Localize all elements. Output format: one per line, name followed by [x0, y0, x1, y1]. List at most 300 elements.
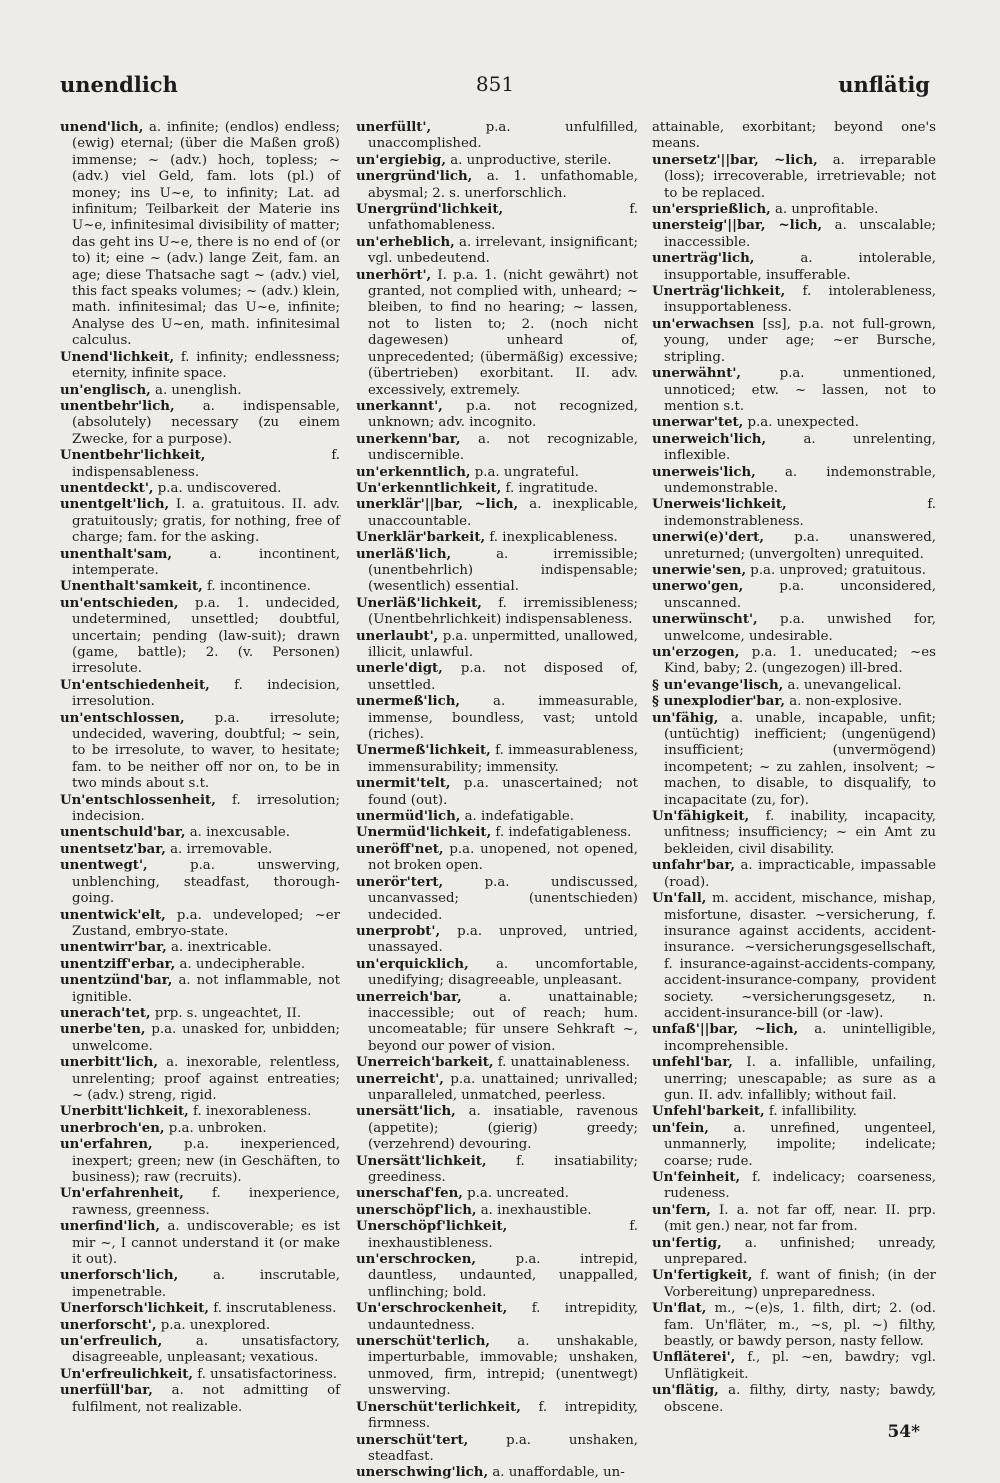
- dictionary-entry: [652, 1022, 936, 1055]
- entry-headword: unfaß'||bar, ~lich,: [652, 1022, 799, 1038]
- entry-headword: Unermeß'lichkeit,: [356, 743, 491, 759]
- entry-headword: Unenthalt'samkeit,: [60, 579, 203, 595]
- entry-definition: a. unevangelical.: [783, 677, 902, 693]
- entry-definition: f. unsatisfactoriness.: [193, 1366, 338, 1382]
- entry-definition: p.a. unpermitted, unallowed, illicit, unlawful.: [368, 628, 638, 660]
- entry-headword: unermeß'lich,: [356, 694, 460, 710]
- dictionary-entry: [652, 645, 936, 678]
- entry-headword: Unerweis'lichkeit,: [652, 497, 787, 513]
- entry-definition: p.a. 1. uneducated; ~es Kind, baby; 2. (ungezogen) ill-bred.: [664, 645, 936, 677]
- dictionary-entry: [60, 547, 340, 580]
- entry-headword: unerträg'lich,: [652, 251, 755, 267]
- entry-headword: un'erkenntlich,: [356, 464, 471, 480]
- entry-headword: unerwar'tet,: [652, 415, 744, 431]
- entry-headword: unfehl'bar,: [652, 1055, 733, 1071]
- entry-headword: un'erheblich,: [356, 234, 455, 250]
- dictionary-entry: [356, 1301, 638, 1334]
- entry-headword: unersetz'||bar, ~lich,: [652, 152, 818, 168]
- entry-definition: p.a. unconsidered, unscanned.: [664, 579, 936, 611]
- entry-definition: p.a. not disposed of, unsettled.: [368, 661, 638, 693]
- entry-definition: p.a. unswerving, unblenching, steadfast, thorough-going.: [72, 858, 340, 907]
- column-1: [60, 120, 340, 1430]
- entry-definition: p.a. ungrateful.: [470, 464, 579, 480]
- entry-definition: p.a. unasked for, unbidden; unwelcome.: [72, 1022, 340, 1054]
- dictionary-entry: [652, 202, 936, 218]
- dictionary-entry: [652, 678, 936, 694]
- dictionary-entry: [60, 1219, 340, 1268]
- entry-headword: Unergründ'lichkeit,: [356, 202, 504, 218]
- dictionary-entry: [60, 825, 340, 841]
- entry-definition: a. inexhaustible.: [476, 1202, 592, 1218]
- dictionary-entry: [356, 1154, 638, 1187]
- entry-headword: unermüd'lich,: [356, 809, 461, 825]
- entry-definition: m., ~(e)s, 1. filth, dirt; 2. (od. fam. Un'fläter, m., ~s, pl. ~) filthy, beastly, or bawdy person, nasty fellow.: [664, 1301, 936, 1350]
- entry-definition: f. inexhaustibleness.: [368, 1219, 638, 1251]
- entry-headword: unentwick'elt,: [60, 907, 166, 923]
- entry-definition: f. indemonstrableness.: [664, 497, 936, 529]
- dictionary-entry: [356, 1252, 638, 1301]
- dictionary-entry: [356, 957, 638, 990]
- entry-headword: un'entschlossen,: [60, 710, 185, 726]
- entry-headword: unerhört',: [356, 267, 432, 283]
- entry-definition: a. unprofitable.: [770, 202, 879, 218]
- dictionary-entry: [652, 694, 936, 710]
- dictionary-entry: [356, 842, 638, 875]
- signature-mark: 54*: [887, 1422, 920, 1442]
- entry-definition: p.a. unanswered, unreturned; (unvergolten) unrequited.: [664, 530, 936, 562]
- entry-headword: Un'fähigkeit,: [652, 809, 750, 825]
- entry-definition: f. intolerableness, insupportableness.: [664, 284, 936, 316]
- dictionary-entry: [356, 809, 638, 825]
- dictionary-entry: [60, 1334, 340, 1367]
- dictionary-entry: [652, 530, 936, 563]
- entry-definition: a. unshakable, imperturbable, immovable; unshaken, unmoved, firm, intrepid; (unentwegt) unswerving.: [368, 1334, 638, 1399]
- dictionary-entry: [60, 842, 340, 858]
- entry-definition: p.a. unopened, not opened, not broken open.: [368, 841, 638, 874]
- dictionary-entry: [60, 1367, 340, 1383]
- entry-definition: a. unaffordable, un-: [488, 1465, 625, 1481]
- entry-headword: un'fern,: [652, 1202, 711, 1218]
- entry-headword: Unfehl'barkeit,: [652, 1104, 765, 1120]
- dictionary-entry: [60, 1104, 340, 1120]
- entry-headword: un'ersprießlich,: [652, 202, 771, 218]
- dictionary-entry: [356, 465, 638, 481]
- entry-headword: unerle'digt,: [356, 661, 443, 677]
- entry-definition: f. inability, incapacity, unfitness; insufficiency; ~ ein Amt zu bekleiden, civil disability.: [664, 809, 936, 857]
- dictionary-entry: [652, 1203, 936, 1236]
- dictionary-entry: [60, 497, 340, 546]
- dictionary-entry: [356, 596, 638, 629]
- entry-headword: un'erwachsen: [652, 316, 755, 332]
- dictionary-entry: [652, 809, 936, 858]
- dictionary-entry: [652, 1350, 936, 1383]
- dictionary-entry: [60, 596, 340, 678]
- column-3: [652, 120, 936, 1430]
- dictionary-entry: [652, 858, 936, 891]
- dictionary-entry: [652, 891, 936, 1022]
- dictionary-entry: [652, 1268, 936, 1301]
- entry-headword: unerschüt'terlich,: [356, 1334, 491, 1350]
- entry-definition: a. inextricable.: [166, 940, 272, 956]
- dictionary-entry: [652, 1104, 936, 1120]
- dictionary-entry: [60, 1301, 340, 1317]
- entry-definition: a. uncomfortable, unedifying; disagreeable, unpleasant.: [368, 956, 638, 989]
- entry-headword: unerklär'||bar, ~lich,: [356, 497, 519, 513]
- dictionary-entry: [652, 579, 936, 612]
- dictionary-entry: [356, 1433, 638, 1466]
- dictionary-entry: [60, 793, 340, 826]
- dictionary-entry: [652, 465, 936, 498]
- entry-definition: f. unfathomableness.: [368, 202, 638, 234]
- entry-headword: unerwi(e)'dert,: [652, 530, 764, 546]
- entry-definition: a. inexorable, relentless, unrelenting; proof against entreaties; ~ (adv.) streng, rigid.: [72, 1055, 340, 1103]
- dictionary-entry: [652, 153, 936, 202]
- entry-definition: f. intrepidity, firmness.: [368, 1399, 638, 1432]
- entry-headword: unerreich'bar,: [356, 989, 462, 1005]
- entry-definition: p.a. irresolute; undecided, wavering, doubtful; ~ sein, to be irresolute, to waver, to hesitate; fam. to be neither off nor on, to be in two minds about s.t.: [72, 710, 340, 792]
- dictionary-entry: [356, 202, 638, 235]
- entry-headword: unfahr'bar,: [652, 858, 735, 874]
- entry-definition: a. 1. unfathomable, abysmal; 2. s. unerforschlich.: [368, 169, 638, 201]
- entry-definition: a. insatiable, ravenous (appetite); (gierig) greedy; (verzehrend) devouring.: [368, 1104, 638, 1153]
- entry-headword: unerach'tet,: [60, 1005, 151, 1021]
- entry-definition: attainable, exorbitant; beyond one's means.: [652, 120, 936, 152]
- entry-definition: p.a. unshaken, steadfast.: [368, 1432, 638, 1464]
- entry-definition: p.a. unmentioned, unnoticed; etw. ~ lassen, not to mention s.t.: [664, 366, 936, 414]
- entry-headword: Unerläß'lichkeit,: [356, 595, 482, 611]
- dictionary-entry: [60, 908, 340, 941]
- entry-headword: unermit'telt,: [356, 776, 451, 792]
- dictionary-entry: [356, 120, 638, 153]
- entry-definition: a. unrelenting, inflexible.: [664, 431, 936, 464]
- dictionary-entry: [652, 1170, 936, 1203]
- dictionary-entry: [60, 973, 340, 1006]
- entry-headword: unersätt'lich,: [356, 1104, 456, 1120]
- entry-headword: unergründ'lich,: [356, 169, 473, 185]
- dictionary-entry: [652, 1301, 936, 1350]
- entry-definition: a. incontinent, intemperate.: [72, 546, 340, 578]
- dictionary-entry: [652, 1055, 936, 1104]
- dictionary-entry: [652, 284, 936, 317]
- entry-definition: a. unattainable; inaccessible; out of reach; hum. uncomeatable; für unsere Sehkraft ~, beyond our power of vision.: [368, 989, 638, 1054]
- entry-definition: a. inscrutable, impenetrable.: [72, 1268, 340, 1300]
- entry-definition: p.a. unexpected.: [743, 415, 859, 431]
- entry-headword: un'erquicklich,: [356, 956, 469, 972]
- entry-definition: p.a. unproved, untried, unassayed.: [368, 923, 638, 956]
- entry-headword: unerschöpf'lich,: [356, 1202, 477, 1218]
- entry-definition: a. not admitting of fulfilment, not realizable.: [72, 1383, 340, 1415]
- entry-definition: f. inexperience, rawness, greenness.: [72, 1186, 340, 1218]
- entry-definition: f. inexplicableness.: [485, 530, 618, 546]
- dictionary-entry: [356, 661, 638, 694]
- dictionary-entry: [60, 448, 340, 481]
- dictionary-entry: [356, 481, 638, 497]
- entry-headword: unenthalt'sam,: [60, 546, 172, 562]
- dictionary-entry: [652, 497, 936, 530]
- dictionary-entry: [60, 1022, 340, 1055]
- dictionary-entry: [60, 678, 340, 711]
- entry-headword: un'erzogen,: [652, 645, 740, 660]
- column-2: [356, 120, 639, 1481]
- dictionary-entry: [60, 940, 340, 956]
- entry-headword: unerweis'lich,: [652, 464, 756, 480]
- dictionary-entry: [60, 383, 340, 399]
- entry-headword: unentschuld'bar,: [60, 825, 186, 841]
- entry-definition: I. a. gratuitous. II. adv. gratuitously; gratis, for nothing, free of charge; fam. for the asking.: [72, 497, 340, 546]
- dictionary-entry: [356, 497, 638, 530]
- entry-definition: a. undecipherable.: [175, 956, 306, 972]
- entry-definition: f. irremissibleness; (Unentbehrlichkeit) indispensableness.: [368, 595, 638, 628]
- entry-definition: a. inexcusable.: [185, 825, 290, 841]
- entry-definition: f. indecision, irresolution.: [72, 677, 340, 710]
- dictionary-entry: [60, 1006, 340, 1022]
- dictionary-entry: [356, 1072, 638, 1105]
- entry-headword: unerör'tert,: [356, 874, 444, 890]
- entry-headword: unerwähnt',: [652, 366, 742, 382]
- dictionary-entry: [356, 399, 638, 432]
- entry-headword: unerwie'sen,: [652, 562, 747, 578]
- dictionary-entry: [652, 1236, 936, 1269]
- dictionary-entry: [60, 858, 340, 907]
- entry-definition: f. indefatigableness.: [491, 825, 632, 841]
- entry-headword: Unerträg'lichkeit,: [652, 284, 786, 300]
- entry-headword: un'erfahren,: [60, 1137, 153, 1153]
- entry-headword: uneröff'net,: [356, 841, 444, 857]
- entry-headword: unerprobt',: [356, 923, 441, 939]
- dictionary-entry: [356, 1334, 638, 1400]
- entry-headword: Unend'lichkeit,: [60, 349, 175, 365]
- dictionary-entry: [356, 1203, 638, 1219]
- entry-definition: f., pl. ~en, bawdry; vgl. Unflätigkeit.: [664, 1350, 936, 1382]
- entry-headword: Un'feinheit,: [652, 1170, 741, 1185]
- entry-headword: Unersätt'lichkeit,: [356, 1153, 487, 1169]
- entry-definition: a. inexplicable, unaccountable.: [368, 497, 638, 529]
- dictionary-entry: [60, 957, 340, 973]
- entry-definition: a. indemonstrable, undemonstrable.: [664, 464, 936, 496]
- entry-headword: un'erschrocken,: [356, 1252, 477, 1268]
- entry-headword: Unerschüt'terlichkeit,: [356, 1399, 521, 1415]
- entry-definition: f. insatiability; greediness.: [368, 1153, 638, 1185]
- dictionary-entry: [356, 694, 638, 743]
- entry-headword: Unentbehr'lichkeit,: [60, 448, 206, 464]
- dictionary-entry: [356, 1400, 638, 1433]
- entry-definition: a. not recognizable, undiscernible.: [368, 431, 638, 464]
- dictionary-entry: [60, 1055, 340, 1104]
- entry-headword: unerschüt'tert,: [356, 1432, 469, 1448]
- dictionary-entry: [356, 153, 638, 169]
- entry-headword: Unerklär'barkeit,: [356, 530, 486, 546]
- entry-headword: un'englisch,: [60, 382, 151, 398]
- dictionary-entry: [356, 776, 638, 809]
- dictionary-entry: [60, 1186, 340, 1219]
- entry-headword: Unfläterei',: [652, 1350, 736, 1366]
- entry-definition: p.a. unwished for, unwelcome, undesirable.: [664, 612, 936, 644]
- entry-definition: p.a. unascertained; not found (out).: [368, 776, 638, 808]
- dictionary-entry: [356, 990, 638, 1056]
- entry-headword: Unerbitt'lichkeit,: [60, 1104, 189, 1120]
- entry-headword: Un'entschiedenheit,: [60, 677, 210, 693]
- entry-definition: p.a. unbroken.: [164, 1120, 267, 1136]
- entry-definition: a. not inflammable, not ignitible.: [72, 973, 340, 1005]
- entry-headword: unerläß'lich,: [356, 546, 452, 562]
- entry-headword: § un'evange'lisch,: [652, 677, 784, 693]
- entry-headword: unerfüllt',: [356, 120, 432, 135]
- entry-definition: a. unproductive, sterile.: [445, 152, 612, 168]
- dictionary-entry: [652, 432, 936, 465]
- entry-headword: unersteig'||bar, ~lich,: [652, 218, 823, 234]
- entry-definition: p.a. undiscovered.: [153, 480, 282, 496]
- dictionary-entry: [60, 1383, 340, 1416]
- entry-definition: a. unfinished; unready, unprepared.: [664, 1235, 936, 1268]
- entry-definition: f. immeasurableness, immensurability; immensity.: [368, 743, 638, 775]
- dictionary-entry: [652, 563, 936, 579]
- dictionary-entry: [356, 875, 638, 924]
- dictionary-entry: [60, 1318, 340, 1334]
- entry-definition: a. undiscoverable; es ist mir ~, I cannot understand it (or make it out).: [72, 1219, 340, 1268]
- entry-definition: f. ingratitude.: [501, 480, 599, 496]
- entry-headword: unerschaf'fen,: [356, 1186, 463, 1202]
- entry-definition: a. infinite; (endlos) endless; (ewig) eternal; (über die Maßen groß) immense; ~ (adv.) hoch, topless; ~ (adv.) viel Geld, fam. lots (pl.) of money; ins U~e, to infinity; Lat. ad infinitum; Teilbarkeit der Materie ins U~e, infinitesimal divisibility of matter; das geht ins U~e, there is no end of (or to) it; eine ~ (adv.) lange Zeit, fam. an age; diese Thatsache sagt ~ (adv.) viel, this fact speaks volumes; ~ (adv.) klein, math. infinitesimal; das U~e, infinite; Analyse des U~en, math. infinitesimal calculus.: [72, 120, 340, 349]
- entry-headword: unentzünd'bar,: [60, 973, 173, 989]
- entry-definition: f. want of finish; (in der Vorbereitung) unpreparedness.: [664, 1268, 936, 1300]
- entry-definition: a. irrelevant, insignificant; vgl. unbedeutend.: [368, 234, 639, 267]
- entry-headword: unentdeckt',: [60, 480, 154, 496]
- entry-definition: a. unscalable; inaccessible.: [664, 218, 936, 250]
- entry-headword: un'flätig,: [652, 1383, 719, 1399]
- entry-definition: f. infinity; endlessness; eternity, infinite space.: [72, 349, 340, 382]
- dictionary-entry: [356, 235, 638, 268]
- dictionary-entry: [356, 1104, 638, 1153]
- entry-headword: Un'erfreulichkeit,: [60, 1366, 194, 1382]
- entry-headword: Un'fertigkeit,: [652, 1268, 753, 1284]
- header-right-guide-word: unflätig: [838, 72, 930, 97]
- dictionary-entry: [652, 218, 936, 251]
- page-number: 851: [475, 72, 515, 96]
- dictionary-entry: [356, 268, 638, 399]
- entry-definition: a. filthy, dirty, nasty; bawdy, obscene.: [664, 1383, 936, 1415]
- entry-definition: a. impracticable, impassable (road).: [664, 858, 936, 890]
- dictionary-entry: [652, 1121, 936, 1170]
- entry-headword: unerweich'lich,: [652, 431, 767, 447]
- entry-headword: unerfind'lich,: [60, 1219, 160, 1235]
- entry-headword: unentbehr'lich,: [60, 398, 175, 414]
- dictionary-entry: [356, 1465, 638, 1481]
- entry-headword: unerforsch'lich,: [60, 1268, 179, 1284]
- entry-headword: Unerschöpf'lichkeit,: [356, 1219, 508, 1235]
- dictionary-entry: [652, 415, 936, 431]
- entry-headword: unerwünscht',: [652, 612, 758, 628]
- entry-definition: I. a. not far off, near. II. prp. (mit gen.) near, not far from.: [664, 1202, 936, 1235]
- entry-definition: a. unable, incapable, unfit; (untüchtig) inefficient; (ungenügend) insufficient; (unvermögend) incompetent; ~ zu zahlen, insolvent; ~ machen, to disable, to disqualify, to incapacitate (zu, for).: [664, 710, 936, 808]
- entry-definition: f. irresolution; indecision.: [72, 792, 340, 825]
- entry-headword: Un'erfahrenheit,: [60, 1186, 184, 1202]
- dictionary-entry: [356, 1186, 638, 1202]
- dictionary-entry: [60, 120, 340, 350]
- entry-definition: f. incontinence.: [202, 579, 311, 595]
- entry-definition: [ss], p.a. not full-grown, young, under age; ~er Bursche, stripling.: [664, 316, 936, 365]
- entry-definition: f. intrepidity, undauntedness.: [368, 1301, 638, 1333]
- entry-definition: a. unrefined, ungenteel, unmannerly, impolite; indelicate; coarse; rude.: [664, 1120, 936, 1169]
- entry-headword: unerwo'gen,: [652, 579, 744, 595]
- dictionary-entry: [60, 579, 340, 595]
- entry-definition: p.a. not recognized, unknown; adv. incognito.: [368, 398, 638, 431]
- entry-definition: p.a. unfulfilled, unaccomplished.: [368, 120, 638, 152]
- entry-definition: a. non-explosive.: [785, 694, 903, 710]
- dictionary-entry: [60, 350, 340, 383]
- dictionary-entry: [356, 1055, 638, 1071]
- entry-headword: § unexplodier'bar,: [652, 694, 785, 710]
- dictionary-entry: [356, 169, 638, 202]
- entry-headword: unerreicht',: [356, 1071, 444, 1087]
- entry-headword: unerlaubt',: [356, 628, 439, 644]
- entry-headword: unerbitt'lich,: [60, 1055, 158, 1071]
- entry-headword: unerschwing'lich,: [356, 1465, 489, 1481]
- entry-headword: Unerforsch'lichkeit,: [60, 1301, 210, 1317]
- entry-definition: a. intolerable, insupportable, insufferable.: [664, 251, 936, 283]
- entry-definition: f. indispensableness.: [72, 448, 340, 480]
- dictionary-entry: [652, 1383, 936, 1416]
- dictionary-entry: [652, 612, 936, 645]
- dictionary-entry: [652, 317, 936, 366]
- entry-headword: Un'flat,: [652, 1301, 707, 1317]
- dictionary-entry: [60, 481, 340, 497]
- entry-definition: m. accident, mischance, mishap, misfortune, disaster. ~versicherung, f. insurance against accidents, accident-insurance. ~versicherungsgesellschaft, f. insurance-against-accidents-company, accident-insurance-company, provident society. ~versicherungsgesetz, n. accident-insurance-bill (or -law).: [664, 891, 936, 1021]
- entry-headword: unend'lich,: [60, 120, 144, 135]
- dictionary-entry: [356, 825, 638, 841]
- dictionary-entry: [356, 743, 638, 776]
- entry-definition: f. indelicacy; coarseness, rudeness.: [664, 1170, 936, 1202]
- entry-headword: unentsetz'bar,: [60, 841, 166, 857]
- entry-headword: Un'entschlossenheit,: [60, 792, 216, 808]
- entry-headword: un'fähig,: [652, 710, 719, 726]
- dictionary-entry: [356, 432, 638, 465]
- dictionary-entry: [60, 1268, 340, 1301]
- entry-headword: unerkannt',: [356, 398, 443, 414]
- entry-definition: p.a. undeveloped; ~er Zustand, embryo-state.: [72, 907, 340, 939]
- dictionary-entry: [652, 366, 936, 415]
- entry-headword: unentwirr'bar,: [60, 940, 167, 956]
- dictionary-entry: [356, 530, 638, 546]
- entry-definition: a. unenglish.: [150, 382, 242, 398]
- dictionary-entry: [356, 547, 638, 596]
- entry-headword: Un'fall,: [652, 891, 707, 907]
- entry-headword: unentziff'erbar,: [60, 956, 176, 972]
- dictionary-entry: [652, 120, 936, 153]
- entry-headword: un'ergiebig,: [356, 152, 446, 168]
- entry-headword: unerforscht',: [60, 1317, 157, 1333]
- entry-definition: p.a. unproved; gratuitous.: [746, 562, 926, 578]
- entry-headword: Un'erschrockenheit,: [356, 1301, 508, 1317]
- dictionary-entry: [60, 1121, 340, 1137]
- entry-definition: f. inexorableness.: [188, 1104, 312, 1120]
- entry-definition: p.a. unexplored.: [156, 1317, 271, 1333]
- entry-definition: p.a. unattained; unrivalled; unparalleled, unmatched, peerless.: [368, 1071, 638, 1103]
- entry-definition: f. unattainableness.: [493, 1055, 630, 1071]
- entry-definition: f. infallibility.: [764, 1104, 857, 1120]
- entry-definition: p.a. inexperienced, inexpert; green; new (in Geschäften, to business); raw (recruits).: [72, 1137, 340, 1185]
- entry-definition: I. p.a. 1. (nicht gewährt) not granted, not complied with, unheard; ~ bleiben, to find no hearing; ~ lassen, not to listen to; 2. (noch nicht dagewesen) unheard of, unprecedented; (übermäßig) excessive; (übertrieben) exorbitant. II. adv. excessively, extremely.: [368, 267, 638, 398]
- dictionary-entry: [356, 924, 638, 957]
- dictionary-entry: [60, 399, 340, 448]
- dictionary-entry: [356, 629, 638, 662]
- entry-headword: unerbroch'en,: [60, 1120, 165, 1136]
- entry-headword: unerfüll'bar,: [60, 1383, 153, 1399]
- dictionary-entry: [60, 711, 340, 793]
- entry-headword: Un'erkenntlichkeit,: [356, 480, 502, 496]
- dictionary-entry: [652, 251, 936, 284]
- page-header: [60, 72, 930, 106]
- entry-headword: un'fein,: [652, 1120, 709, 1136]
